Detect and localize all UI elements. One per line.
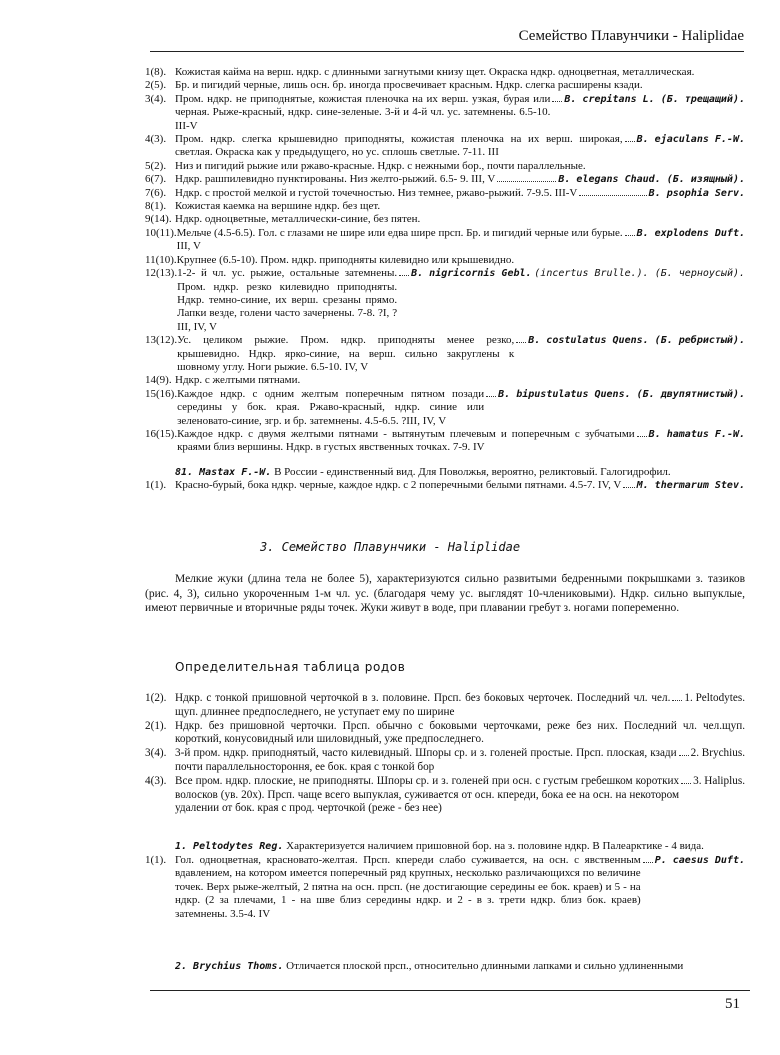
genus-name: 81. Mastax F.-W. xyxy=(175,467,272,478)
key-text-leader xyxy=(175,747,745,775)
key-entry xyxy=(145,227,745,254)
key-entry xyxy=(145,160,745,173)
species-name: B. bipustulatus Quens. (Б. двупятнистый). xyxy=(498,388,745,400)
key-genera xyxy=(145,692,745,816)
key-entry xyxy=(145,66,745,79)
table-title: Определительная таблица родов xyxy=(175,660,406,674)
family-intro xyxy=(145,572,745,616)
key-text: Мельче (4.5-6.5). Гол. с глазами не шире или едва шире прсп. Бр. и пигидий черные или бурые. III, V xyxy=(176,226,623,253)
key-text: Каждое ндкр. с двумя желтыми пятнами - вытянутым плечевым и поперечным с зубчатыми краями близ вершины. Ндкр. в густых явственных точках. 7-9. IV xyxy=(177,427,635,454)
key-text: Каждое ндкр. с одним желтым поперечным пятном позади середины у бок. края. Ржаво-красный, ндкр. синие или зеленовато-синие, згр. и бр. затемнены. 4.5-6.5. ?III, IV, V xyxy=(177,387,485,427)
key-text-leader xyxy=(175,775,745,816)
key-text-leader xyxy=(175,173,745,186)
key-number: 11(10). xyxy=(145,253,177,266)
genus-name: 2. Brychius Thoms. xyxy=(175,961,284,972)
key-number: 4(3). xyxy=(145,133,167,146)
key-text-leader xyxy=(177,267,745,334)
key-entry xyxy=(145,334,745,374)
footer-rule xyxy=(150,990,750,991)
key-number: 8(1). xyxy=(145,200,167,213)
genus-heading xyxy=(145,466,745,479)
leader-dots xyxy=(486,396,496,397)
key-entry xyxy=(145,187,745,200)
key-text: 1-2- й чл. ус. рыжие, остальные затемнены. Пром. ндкр. резко килевидно приподняты. Ндкр. темно-синие, их верш. срезаны прямо. Лапки везде, голени часто зачернены. 7-8. ?I, ?III, IV, V xyxy=(177,267,398,333)
key-text-leader xyxy=(175,854,745,922)
species-name: B. ejaculans F.-W. xyxy=(636,134,745,146)
key-text: Ндкр. с простой мелкой и густой точечностью. Низ темнее, ржаво-рыжий. 7-9.5. III-V xyxy=(175,186,578,199)
genus-mastax xyxy=(145,466,745,493)
key-entry xyxy=(145,388,745,428)
genus-result: 1. Peltodytes. xyxy=(684,692,745,704)
key-entry xyxy=(145,720,745,748)
key-text: Все пром. ндкр. плоские, не приподняты. Шпоры ср. и з. голеней при осн. с густым гребешком коротких волосков (ув. 20х). Прсп. чаще всего выпуклая, суживается от осн. кпереди, бока ее на осн. на некотором удалении от бок. края с прод. черточкой (реже - без нее) xyxy=(175,774,680,815)
key-text: 3-й пром. ндкр. приподнятый, часто килевидный. Шпоры ср. и з. голеней простые. Прсп. плоская, кзади почти параллельностороння, ее бок. края с тонкой бор xyxy=(175,747,677,773)
genus-name: 1. Peltodytes Reg. xyxy=(175,841,284,852)
key-text: Красно-бурый, бока ндкр. черные, каждое ндкр. с 2 поперечными белыми пятнами. 4.5-7. IV, V xyxy=(175,479,622,492)
species-name: B. psophia Serv. xyxy=(648,187,745,199)
key-entry xyxy=(145,79,745,92)
key-number: 2(5). xyxy=(145,79,167,92)
genus-description: В России - единственный вид. Для Поволжья, вероятно, реликтовый. Галогидрофил. xyxy=(274,466,671,478)
key-number: 13(12). xyxy=(145,334,178,347)
key-number: 2(1). xyxy=(145,719,167,732)
key-number: 1(1). xyxy=(145,479,167,492)
genus-result: 3. Haliplus. xyxy=(693,774,745,787)
page-number: 51 xyxy=(725,996,740,1012)
key-number: 12(13). xyxy=(145,267,178,280)
leader-dots xyxy=(516,342,526,343)
key-entry xyxy=(145,854,745,922)
key-text-leader xyxy=(175,133,745,160)
key-text-leader xyxy=(177,428,745,455)
species-name: B. hamatus F.-W. xyxy=(648,428,745,440)
key-text-leader xyxy=(175,187,745,200)
running-header: Семейство Плавунчики - Haliplidae xyxy=(150,28,744,52)
key-entry xyxy=(145,747,745,775)
key-text: Ндкр. с желтыми пятнами. xyxy=(175,374,301,387)
key-text-leader xyxy=(177,388,745,428)
leader-dots xyxy=(552,101,562,102)
species-name: B. nigricornis Gebl. xyxy=(411,268,532,280)
key-number: 10(11). xyxy=(145,226,177,239)
key-entry xyxy=(145,133,745,160)
key-text: Гол. одноцветная, красновато-желтая. Прсп. кпереди слабо суживается, на осн. с явственным вдавлением, на котором имеется поперечный ряд крупных, несколько различающихся по величине точек. Верх рыже-желтый, 2 пятна на осн. прсп. (не достигающие середины ее бок. краев) и 5 - на ндкр. (2 за плечами, 1 - на шве близ середины ндкр. и 2 - в з. трети ндкр. близ бок. краев) затемнены. 3.5-4. IV xyxy=(175,853,641,920)
key-text: Ндкр. рашпилевидно пунктированы. Низ желто-рыжий. 6.5- 9. III, V xyxy=(175,173,496,186)
key-number: 1(8). xyxy=(145,66,167,78)
key-entry xyxy=(145,479,745,492)
key-entry xyxy=(145,267,745,334)
genus-description: Отличается плоской прсп., относительно длинными лапками и сильно удлиненными xyxy=(286,960,684,972)
key-text-leader xyxy=(175,692,745,720)
key-number: 1(1). xyxy=(145,853,167,866)
genus-brychius xyxy=(175,960,750,972)
genus-heading xyxy=(145,840,745,854)
key-text: Пром. ндкр. не приподнятые, кожистая пленочка на их верш. узкая, бурая или черная. Рыже-красный, ндкр. сине-зеленые. 3-й и 4-й чл. ус. затемнены. 6.5-10. III-V xyxy=(175,92,551,132)
key-entry xyxy=(145,428,745,455)
key-text: Ус. целиком рыжие. Пром. ндкр. приподняты менее резко, крышевидно. Ндкр. ярко-синие, на верш. сильно закруглены к шовному углу. Ноги рыжие. 6.5-10. IV, V xyxy=(177,334,515,373)
key-number: 5(2). xyxy=(145,159,167,172)
species-name: B. elegans Chaud. (Б. изящный). xyxy=(558,174,745,186)
leader-dots xyxy=(497,181,556,182)
key-number: 16(15). xyxy=(145,427,178,440)
key-number: 7(6). xyxy=(145,186,167,199)
key-number: 15(16). xyxy=(145,387,178,400)
key-entry xyxy=(145,173,745,186)
key-entry xyxy=(145,93,745,133)
leader-dots xyxy=(625,141,635,142)
genus-description: Характеризуется наличием пришовной бор. на з. половине ндкр. В Палеарктике - 4 вида. xyxy=(286,840,704,852)
leader-dots xyxy=(643,862,653,863)
key-entry xyxy=(145,254,745,267)
leader-dots xyxy=(681,783,691,784)
leader-dots xyxy=(399,275,409,276)
species-name: B. crepitans L. (Б. трещащий). xyxy=(564,93,745,105)
leader-dots xyxy=(679,755,689,756)
key-text: Кожистая каемка на вершине ндкр. без щет. xyxy=(175,200,381,213)
key-number: 1(2). xyxy=(145,692,167,704)
key-text-leader xyxy=(175,479,745,492)
key-text: Крупнее (6.5-10). Пром. ндкр. приподняты килевидно или крышевидно. xyxy=(176,253,515,266)
intro-paragraph: Мелкие жуки (длина тела не более 5), характеризуются сильно развитыми бедренными покрышками з. тазиков (рис. 4, 3), сильно укороченным 1-м чл. ус. (благодаря чему ус. выглядят 10-члениковыми). Ндкр. сильно выпуклые, имеют первичные и вторичные ряды точек. Жуки живут в воде, при плавании гребут з. ногами попеременно. xyxy=(145,573,745,615)
key-number: 3(4). xyxy=(145,92,167,105)
species-name: B. explodens Duft. xyxy=(636,227,745,239)
leader-dots xyxy=(579,195,646,196)
key-text: Кожистая кайма на верш. ндкр. с длинными загнутыми книзу щет. Окраска ндкр. одноцветная, металлическая. xyxy=(175,66,695,78)
key-number: 4(3). xyxy=(145,774,167,787)
species-name: B. costulatus Quens. (Б. ребристый). xyxy=(528,335,745,347)
key-number: 9(14). xyxy=(145,213,172,226)
leader-dots xyxy=(672,700,682,701)
key-text-leader xyxy=(175,93,745,133)
key-entry xyxy=(145,374,745,387)
key-entry xyxy=(145,775,745,816)
key-text: Пром. ндкр. слегка крышевидно приподняты, кожистая пленочка на их верш. широкая, светлая. Окраска как у предыдущего, но ус. сплошь светлые. 7-11. III xyxy=(175,133,623,159)
key-entry xyxy=(145,213,745,226)
key-top xyxy=(145,66,745,455)
leader-dots xyxy=(637,436,647,437)
key-number: 6(7). xyxy=(145,173,167,186)
family-title: 3. Семейство Плавунчики - Haliplidae xyxy=(259,540,521,554)
key-text: Ндкр. одноцветные, металлически-синие, без пятен. xyxy=(175,213,421,226)
genus-peltodytes xyxy=(145,840,745,922)
key-text: Ндкр. с тонкой пришовной черточкой в з. половине. Прсп. без боковых черточек. Последний чл. чел. щуп. длиннее предпоследнего, не уступает ему по ширине xyxy=(175,692,671,718)
key-text: Бр. и пигидий черные, лишь осн. бр. иногда просвечивает красным. Ндкр. слегка расширены кзади. xyxy=(175,79,643,92)
genus-result: 2. Brychius. xyxy=(690,747,745,760)
key-text-leader xyxy=(177,334,745,374)
leader-dots xyxy=(625,235,635,236)
key-text: Низ и пигидий рыжие или ржаво-красные. Ндкр. с нежными бор., почти параллельные. xyxy=(175,159,586,172)
species-name: P. caesus Duft. xyxy=(654,854,745,866)
key-entry xyxy=(145,692,745,720)
leader-dots xyxy=(623,487,634,488)
key-number: 14(9). xyxy=(145,374,172,387)
synonym-note: (incertus Brulle.). (Б. черноусый). xyxy=(534,268,745,280)
key-number: 3(4). xyxy=(145,747,167,760)
key-entry xyxy=(145,200,745,213)
key-text-leader xyxy=(177,227,745,254)
species-name: M. thermarum Stev. xyxy=(636,480,745,492)
key-text: Ндкр. без пришовной черточки. Прсп. обычно с боковыми черточками, реже без них. Последний чл. чел.щуп. короткий, конусовидный или шиловидный, уже предпоследнего. xyxy=(175,719,745,746)
